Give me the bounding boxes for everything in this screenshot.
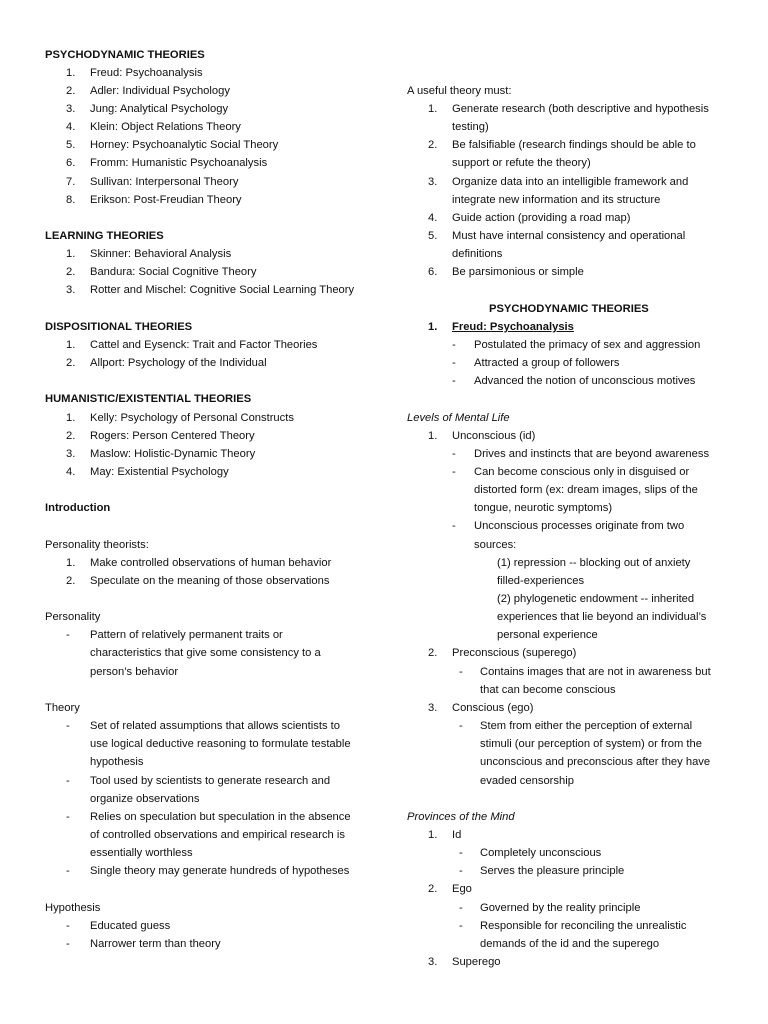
list-item: Guide action (providing a road map): [452, 211, 631, 224]
section-heading: LEARNING THEORIES: [45, 230, 164, 242]
bullet-dash: -: [452, 338, 456, 351]
bullet-dash: -: [452, 447, 456, 460]
subsection-label: Provinces of the Mind: [407, 810, 515, 823]
list-item: Sullivan: Interpersonal Theory: [90, 175, 239, 188]
bullet-dash: -: [452, 520, 456, 533]
list-number: 1.: [66, 338, 76, 351]
list-number: 7.: [66, 175, 76, 188]
list-item: Rogers: Person Centered Theory: [90, 429, 255, 442]
list-item: Be parsimonious or simple: [452, 266, 584, 279]
list-item: Superego: [452, 956, 501, 968]
bullet-text: distorted form (ex: dream images, slips of the: [474, 484, 698, 497]
sub-text: filled-experiences: [497, 574, 585, 587]
bullet-dash: -: [452, 375, 456, 388]
list-number: 3.: [66, 447, 76, 460]
list-item: Generate research (both descriptive and hypothesis: [452, 102, 709, 115]
list-number: 1.: [428, 102, 438, 115]
bullet-text: Serves the pleasure principle: [480, 865, 625, 878]
list-item: support or refute the theory): [452, 157, 591, 170]
bullet-text: Responsible for reconciling the unrealistic: [480, 919, 687, 932]
sub-text: (2) phylogenetic endowment -- inherited: [497, 593, 695, 605]
bullet-text: Advanced the notion of unconscious motives: [474, 375, 696, 388]
list-item: Ego: [452, 883, 472, 896]
bullet-text: demands of the id and the superego: [480, 937, 660, 950]
list-item: Horney: Psychoanalytic Social Theory: [90, 139, 279, 152]
list-number: 1.: [66, 556, 76, 569]
bullet-dash: -: [66, 774, 70, 787]
list-item: Erikson: Post-Freudian Theory: [90, 193, 242, 206]
list-number: 1.: [66, 248, 76, 261]
sub-text: (1) repression -- blocking out of anxiety: [497, 556, 691, 569]
list-item: Allport: Psychology of the Individual: [90, 357, 267, 370]
list-item: Organize data into an intelligible framework and: [452, 175, 689, 188]
bullet-text: Unconscious processes originate from two: [474, 520, 685, 533]
bullet-text: Narrower term than theory: [90, 937, 221, 950]
bullet-text: Single theory may generate hundreds of hypotheses: [90, 865, 350, 878]
list-item: Conscious (ego): [452, 701, 534, 714]
bullet-dash: -: [66, 810, 70, 823]
bullet-text: sources:: [474, 538, 517, 551]
bullet-text: of controlled observations and empirical research is: [90, 828, 345, 841]
list-number: 2.: [428, 139, 438, 152]
bullet-text: Stem from either the perception of external: [480, 720, 693, 733]
bullet-text: tongue, neurotic symptoms): [474, 502, 613, 515]
list-item: Klein: Object Relations Theory: [90, 121, 241, 134]
bullet-dash: -: [459, 919, 463, 932]
list-number: 5.: [66, 139, 76, 152]
paragraph-label: Personality: [45, 611, 101, 624]
section-heading: DISPOSITIONAL THEORIES: [45, 320, 193, 333]
bullet-text: Drives and instincts that are beyond awareness: [474, 447, 710, 460]
list-item: Make controlled observations of human behavior: [90, 556, 332, 569]
list-item: Kelly: Psychology of Personal Constructs: [90, 411, 294, 424]
list-number: 8.: [66, 193, 76, 206]
bullet-text: Completely unconscious: [480, 847, 602, 860]
list-number: 6.: [66, 157, 76, 170]
bullet-text: organize observations: [90, 792, 200, 805]
list-number: 3.: [428, 956, 438, 968]
bullet-text: Attracted a group of followers: [474, 357, 620, 370]
bullet-text: Relies on speculation but speculation in the absence: [90, 810, 351, 823]
section-heading: HUMANISTIC/EXISTENTIAL THEORIES: [45, 393, 252, 406]
subsection-label: Levels of Mental Life: [407, 411, 510, 424]
subsection-title: Freud: Psychoanalysis: [452, 320, 574, 333]
list-item: Bandura: Social Cognitive Theory: [90, 266, 257, 279]
bullet-text: that can become conscious: [480, 683, 616, 696]
list-item: Jung: Analytical Psychology: [90, 102, 229, 115]
bullet-text: Educated guess: [90, 919, 171, 932]
list-number: 3.: [428, 175, 438, 188]
bullet-text: stimuli (our perception of system) or from the: [480, 738, 702, 751]
list-item: Adler: Individual Psychology: [90, 84, 230, 97]
list-item: May: Existential Psychology: [90, 465, 229, 478]
list-number: 1.: [66, 66, 76, 79]
bullet-text: person’s behavior: [90, 665, 179, 678]
bullet-text: evaded censorship: [480, 774, 574, 787]
bullet-text: characteristics that give some consistency to a: [90, 647, 321, 660]
bullet-text: Set of related assumptions that allows scientists to: [90, 720, 340, 733]
paragraph-label: Hypothesis: [45, 901, 101, 914]
list-number: 4.: [428, 211, 438, 224]
list-number: 5.: [428, 230, 438, 242]
bullet-dash: -: [66, 937, 70, 950]
list-number: 3.: [66, 284, 76, 297]
bullet-text: Postulated the primacy of sex and aggression: [474, 338, 701, 351]
paragraph-label: Personality theorists:: [45, 538, 149, 551]
list-item: Cattel and Eysenck: Trait and Factor Theories: [90, 338, 318, 351]
list-number: 2.: [428, 647, 438, 660]
bullet-dash: -: [459, 865, 463, 878]
list-item: Unconscious (id): [452, 429, 536, 442]
bullet-dash: -: [66, 629, 70, 642]
list-number: 2.: [66, 357, 76, 370]
bullet-text: Can become conscious only in disguised or: [474, 465, 690, 478]
list-number: 1.: [428, 320, 438, 333]
bullet-dash: -: [459, 901, 463, 914]
list-item: Freud: Psychoanalysis: [90, 66, 203, 79]
list-item: integrate new information and its structure: [452, 193, 661, 206]
bullet-text: Tool used by scientists to generate research and: [90, 774, 331, 787]
section-heading: Introduction: [45, 502, 111, 515]
bullet-text: use logical deductive reasoning to formulate testable: [90, 738, 351, 751]
list-number: 4.: [66, 465, 76, 478]
list-number: 2.: [66, 574, 76, 587]
sub-text: personal experience: [497, 629, 598, 642]
list-item: Id: [452, 828, 462, 841]
list-item: Must have internal consistency and operational: [452, 230, 686, 242]
list-number: 3.: [428, 701, 438, 714]
list-number: 2.: [66, 266, 76, 279]
paragraph-label: Theory: [45, 701, 80, 714]
list-item: Rotter and Mischel: Cognitive Social Learning Theory: [90, 284, 355, 297]
list-number: 1.: [66, 411, 76, 424]
paragraph-label: A useful theory must:: [407, 84, 512, 97]
list-item: Be falsifiable (research findings should be able to: [452, 139, 696, 152]
list-number: 2.: [66, 84, 76, 97]
bullet-dash: -: [66, 865, 70, 878]
list-number: 2.: [428, 883, 438, 896]
list-item: testing): [452, 121, 489, 134]
list-item: Fromm: Humanistic Psychoanalysis: [90, 157, 268, 170]
bullet-dash: -: [459, 720, 463, 733]
list-number: 1.: [428, 429, 438, 442]
bullet-dash: -: [459, 847, 463, 860]
bullet-text: unconscious and preconscious after they have: [480, 756, 711, 769]
list-number: 6.: [428, 266, 438, 279]
list-item: Skinner: Behavioral Analysis: [90, 248, 232, 261]
bullet-dash: -: [66, 720, 70, 733]
list-item: Maslow: Holistic-Dynamic Theory: [90, 447, 256, 460]
bullet-text: Contains images that are not in awareness but: [480, 665, 711, 678]
section-heading: PSYCHODYNAMIC THEORIES: [489, 302, 649, 315]
list-number: 4.: [66, 121, 76, 134]
bullet-dash: -: [452, 465, 456, 478]
bullet-dash: -: [452, 357, 456, 370]
section-heading: PSYCHODYNAMIC THEORIES: [45, 48, 205, 61]
bullet-text: hypothesis: [90, 756, 144, 769]
bullet-dash: -: [66, 919, 70, 932]
sub-text: experiences that lie beyond an individual’s: [497, 611, 707, 624]
bullet-dash: -: [459, 665, 463, 678]
bullet-text: Pattern of relatively permanent traits or: [90, 629, 283, 642]
list-number: 1.: [428, 828, 438, 841]
list-number: 3.: [66, 102, 76, 115]
list-number: 2.: [66, 429, 76, 442]
list-item: Speculate on the meaning of those observations: [90, 574, 330, 587]
bullet-text: essentially worthless: [90, 847, 193, 860]
list-item: definitions: [452, 248, 503, 261]
bullet-text: Governed by the reality principle: [480, 901, 641, 914]
list-item: Preconscious (superego): [452, 647, 577, 660]
